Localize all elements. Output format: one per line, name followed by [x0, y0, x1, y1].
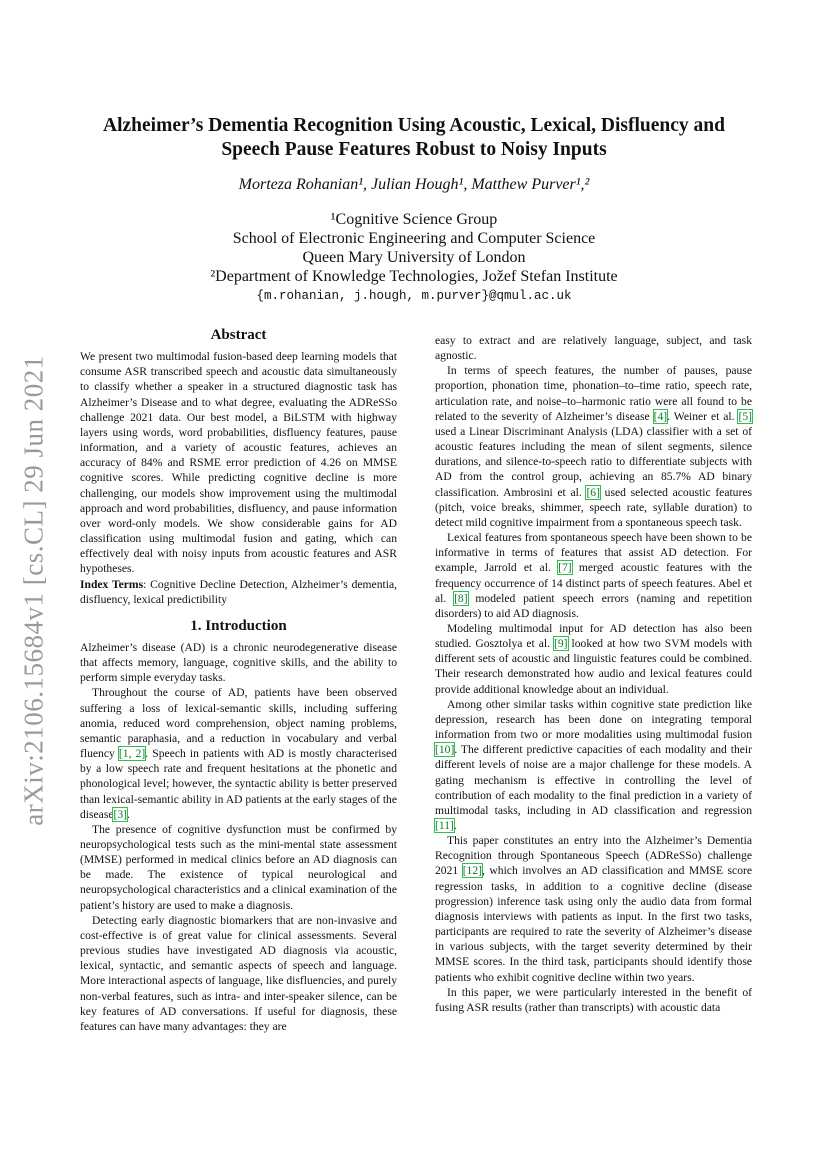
citation-link[interactable]: [8] — [454, 591, 468, 605]
citation-link[interactable]: [6] — [586, 485, 600, 499]
affiliations — [80, 210, 748, 286]
citation-link[interactable]: [11] — [435, 819, 454, 832]
paragraph: Modeling multimodal input for AD detection has also been studied. Gosztolya et al. [9] looked at how two SVM models with different sets of acoustic and linguistic features could be combined. Their research demonstrated how audio and lexical features could provide additional knowledge about an individual. — [435, 621, 752, 696]
author-list: Morteza Rohanian¹, Julian Hough¹, Matthew Purver¹,² — [238, 176, 590, 193]
abstract-text: We present two multimodal fusion-based deep learning models that consume ASR transcribed speech and acoustic data simultaneously to classify whether a speaker in a structured diagnostic task has Alzheimer’s Disease and to what degree, evaluating the ADReSSo challenge 2021 data. Our best model, a BiLSTM with highway layers using words, word probabilities, disfluency features, pause information, and a variety of acoustic features, achieves an accuracy of 84% and RSME error prediction of 4.26 on MMSE cognitive scores. While predicting cognitive decline is more challenging, our models show improvement using the multimodal approach and word probabilities, disfluency, and pause information over word-only models. We show considerable gains for AD classification using multimodal fusion and gating, which can effectively deal with noisy inputs from acoustic features and ASR hypotheses. — [80, 350, 397, 576]
right-column — [435, 333, 752, 1015]
paper-title: Alzheimer’s Dementia Recognition Using Acoustic, Lexical, Disfluency and Speech Pause Features Robust to Noisy Inputs — [103, 115, 725, 160]
affiliation-line: ¹Cognitive Science Group — [330, 211, 498, 228]
left-column — [80, 328, 397, 1034]
affiliation-line: School of Electronic Engineering and Computer Science — [232, 230, 596, 247]
citation-link[interactable]: [5] — [738, 409, 752, 423]
paragraph: Among other similar tasks within cognitive state prediction like depression, research has been done on integrating temporal information from two or more modalities using multimodal fusion [10]. The different predictive capacities of each modality and their different levels of noise are a major challenge for these models. A gating mechanism is effective in controlling the level of contribution of each modality to the final prediction in a variety of multimodal tasks, including in AD classification and regression [11]. — [435, 697, 752, 832]
affiliation-line: Queen Mary University of London — [302, 249, 526, 266]
citation-link[interactable]: [3] — [113, 807, 128, 821]
paragraph: The presence of cognitive dysfunction must be confirmed by neuropsychological tests such as the mini-mental state assessment (MMSE) performed in medical clinics before an AD diagnosis can be made. The existence of typical neurological and neuropsychological characteristics and a clinical examination of the patient’s history are used to make a diagnosis. — [80, 822, 397, 912]
paragraph: Detecting early diagnostic biomarkers that are non-invasive and cost-effective is of great value for clinical assessments. Several previous studies have investigated AD diagnosis via acoustic, lexical, syntactic, and semantic aspects of speech and language. More interactional aspects of language, like disfluencies, and purely non-verbal features, such as intra- and inter-speaker silence, can be key features of AD conversations. If useful for diagnosis, these features can have many advantages: they are — [80, 913, 397, 1033]
citation-link[interactable]: [12] — [462, 864, 483, 878]
arxiv-identifier: arXiv:2106.15684v1 [cs.CL] 29 Jun 2021 — [18, 354, 49, 826]
paragraph: easy to extract and are relatively language, subject, and task agnostic. — [435, 334, 752, 363]
index-terms — [80, 577, 397, 607]
citation-link[interactable]: [10] — [435, 743, 455, 757]
paragraph: Alzheimer’s disease (AD) is a chronic neurodegenerative disease that affects memory, language, cognitive skills, and the ability to perform simple everyday tasks. — [80, 640, 397, 685]
index-terms-text: : Cognitive Decline Detection, Alzheimer’s dementia, disfluency, lexical predictibility — [80, 577, 397, 606]
abstract-heading: Abstract — [210, 327, 267, 343]
citation-link[interactable]: [4] — [653, 409, 668, 423]
paragraph: Lexical features from spontaneous speech have been shown to be informative in terms of features that assist AD detection. For example, Jarrold et al. [7] merged acoustic features with the frequency occurrence of 14 distinct parts of speech features. Abel et al. [8] modeled patient speech errors (naming and repetition disorders) to aid AD diagnosis. — [435, 531, 752, 620]
introduction-heading: 1. Introduction — [190, 617, 287, 634]
paragraph: Throughout the course of AD, patients have been observed suffering a loss of lexical-semantic skills, including suffering anomia, reduced word comprehension, object naming problems, semantic paraphasia, and a reduction in vocabulary and verbal fluency [1, 2]. Speech in patients with AD is mostly characterised by a low speech rate and frequent hesitations at the phonetic and phonological level; however, the syntactic ability is better preserved than lexical-semantic ability in AD patients at the early stages of the disease[3]. — [80, 686, 397, 821]
arxiv-stamp — [18, 330, 49, 850]
affiliation-line: ²Department of Knowledge Technologies, Jožef Stefan Institute — [210, 268, 618, 285]
paragraph: In this paper, we were particularly interested in the benefit of fusing ASR results (rather than transcripts) with acoustic data — [435, 985, 752, 1014]
citation-link[interactable]: [1, 2] — [118, 747, 146, 761]
author-emails: {m.rohanian, j.hough, m.purver}@qmul.ac.uk — [256, 289, 572, 303]
index-terms-label: Index Terms — [80, 577, 144, 591]
citation-link[interactable]: [7] — [558, 561, 572, 575]
paragraph: This paper constitutes an entry into the Alzheimer’s Dementia Recognition through Spontaneous Speech (ADReSSo) challenge 2021 [12], which involves an AD classification and MMSE score regression tasks, in addition to a cognitive decline (disease progression) inference task using only the audio data from formal diagnosis interviews with patients as input. In the first two tasks, participants are required to rate the severity of Alzheimer’s disease in various subjects, with the target severity determined by their MMSE scores. In the third task, participants should identify those patients who exhibit cognitive decline within two years. — [435, 834, 752, 984]
paragraph: In terms of speech features, the number of pauses, pause proportion, phonation time, phonation–to–time ratio, speech rate, articulation rate, and noise–to–harmonic ratio were all found to be related to the severity of Alzheimer’s disease [4]. Weiner et al. [5] used a Linear Discriminant Analysis (LDA) classifier with a set of acoustic features including the mean of silent segments, silence durations, and silence-to-speech ratio to differentiate subjects with AD from the control group, achieving an 85.7% AD binary classification. Ambrosini et al. [6] used selected acoustic features (pitch, voice breaks, shimmer, speech rate, syllable duration) to detect mild cognitive impairment from a spontaneous speech task. — [435, 364, 753, 529]
citation-link[interactable]: [9] — [554, 637, 568, 651]
